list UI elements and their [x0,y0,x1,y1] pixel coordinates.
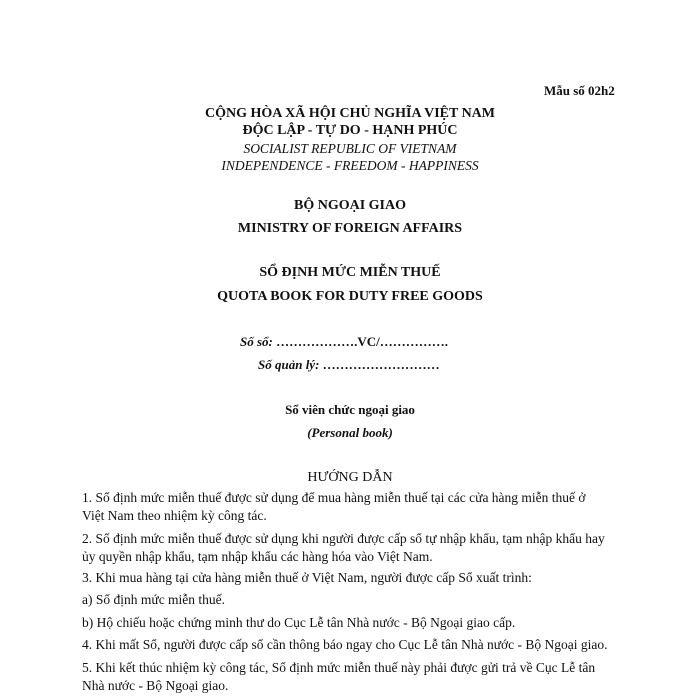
instruction-line: b) Hộ chiếu hoặc chứng minh thư do Cục Lễ tân Nhà nước - Bộ Ngoại giao cấp. [82,615,516,630]
book-number-value: ……………….VC/……………. [276,334,449,349]
instruction-line: Việt Nam theo nhiệm kỳ công tác. [82,508,267,523]
instruction-line: 2. Sổ định mức miễn thuế được sử dụng khi người được cấp sổ tự nhập khẩu, tạm nhập khẩu hay [82,531,605,546]
instruction-line: 3. Khi mua hàng tại cửa hàng miễn thuế ở Việt Nam, người được cấp Sổ xuất trình: [82,570,532,585]
book-number-field [240,334,448,350]
header-motto-en: INDEPENDENCE - FREEDOM - HAPPINESS [221,158,479,173]
instructions-heading: HƯỚNG DẪN [307,470,393,485]
book-number-label: Số sổ: [240,334,273,349]
book-type-en: (Personal book) [307,425,393,440]
instruction-line: a) Sổ định mức miễn thuế. [82,592,226,607]
ministry-en: MINISTRY OF FOREIGN AFFAIRS [237,221,463,236]
instruction-line: ủy quyền nhập khẩu, tạm nhập khẩu các hàng hóa vào Việt Nam. [82,549,433,564]
book-title-en: QUOTA BOOK FOR DUTY FREE GOODS [217,289,483,304]
management-number-field [258,357,440,373]
instruction-line: 4. Khi mất Sổ, người được cấp sổ cần thông báo ngay cho Cục Lễ tân Nhà nước - Bộ Ngoại giao. [82,637,608,652]
ministry-vi: BỘ NGOẠI GIAO [293,198,406,213]
instruction-line: Nhà nước - Bộ Ngoại giao. [82,678,229,693]
form-number: Mẫu số 02h2 [544,83,615,98]
management-number-label: Số quản lý: [258,357,320,372]
header-country-en: SOCIALIST REPUBLIC OF VIETNAM [243,141,457,156]
book-title-vi: SỔ ĐỊNH MỨC MIỄN THUẾ [259,265,441,280]
instruction-line: 5. Khi kết thúc nhiệm kỳ công tác, Sổ định mức miễn thuế này phải được gửi trả về Cục Lễ tân [82,660,596,675]
management-number-value: ……………………… [322,357,440,372]
header-country-vi: CỘNG HÒA XÃ HỘI CHỦ NGHĨA VIỆT NAM [204,106,495,121]
header-motto-vi: ĐỘC LẬP - TỰ DO - HẠNH PHÚC [242,123,458,138]
book-type-vi: Sổ viên chức ngoại giao [285,402,415,417]
instruction-line: 1. Sổ định mức miễn thuế được sử dụng để mua hàng miễn thuế tại các cửa hàng miễn thuế ở [82,490,586,505]
